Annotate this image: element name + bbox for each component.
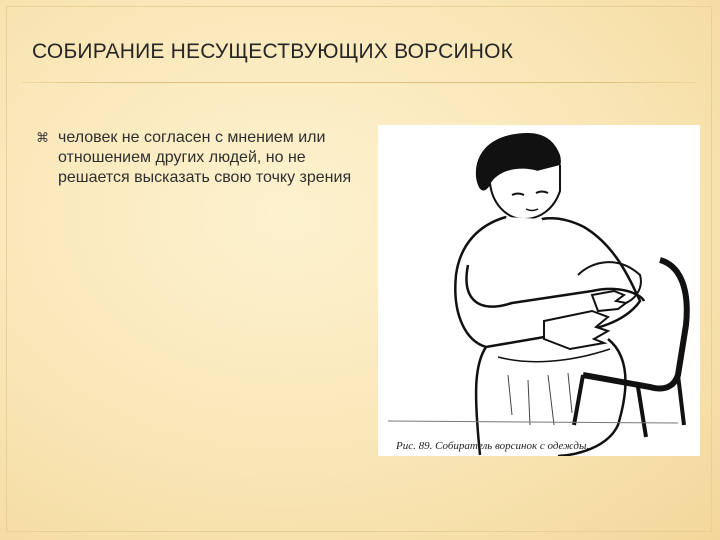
- bullet-marker-icon: ⌘: [36, 130, 49, 145]
- bullet-text: человек не согласен с мнением или отношением других людей, но не решается высказать свою точку зрения: [58, 129, 352, 186]
- illustration-figure: [378, 125, 700, 456]
- bullet-item: [36, 128, 366, 188]
- figure-caption: Рис. 89. Собиратель ворсинок с одежды.: [396, 440, 590, 452]
- title-divider: [22, 82, 698, 83]
- slide-title: СОБИРАНИЕ НЕСУЩЕСТВУЮЩИХ ВОРСИНОК: [32, 40, 514, 63]
- seated-man-illustration: [378, 125, 700, 456]
- bullet-list: [36, 128, 366, 188]
